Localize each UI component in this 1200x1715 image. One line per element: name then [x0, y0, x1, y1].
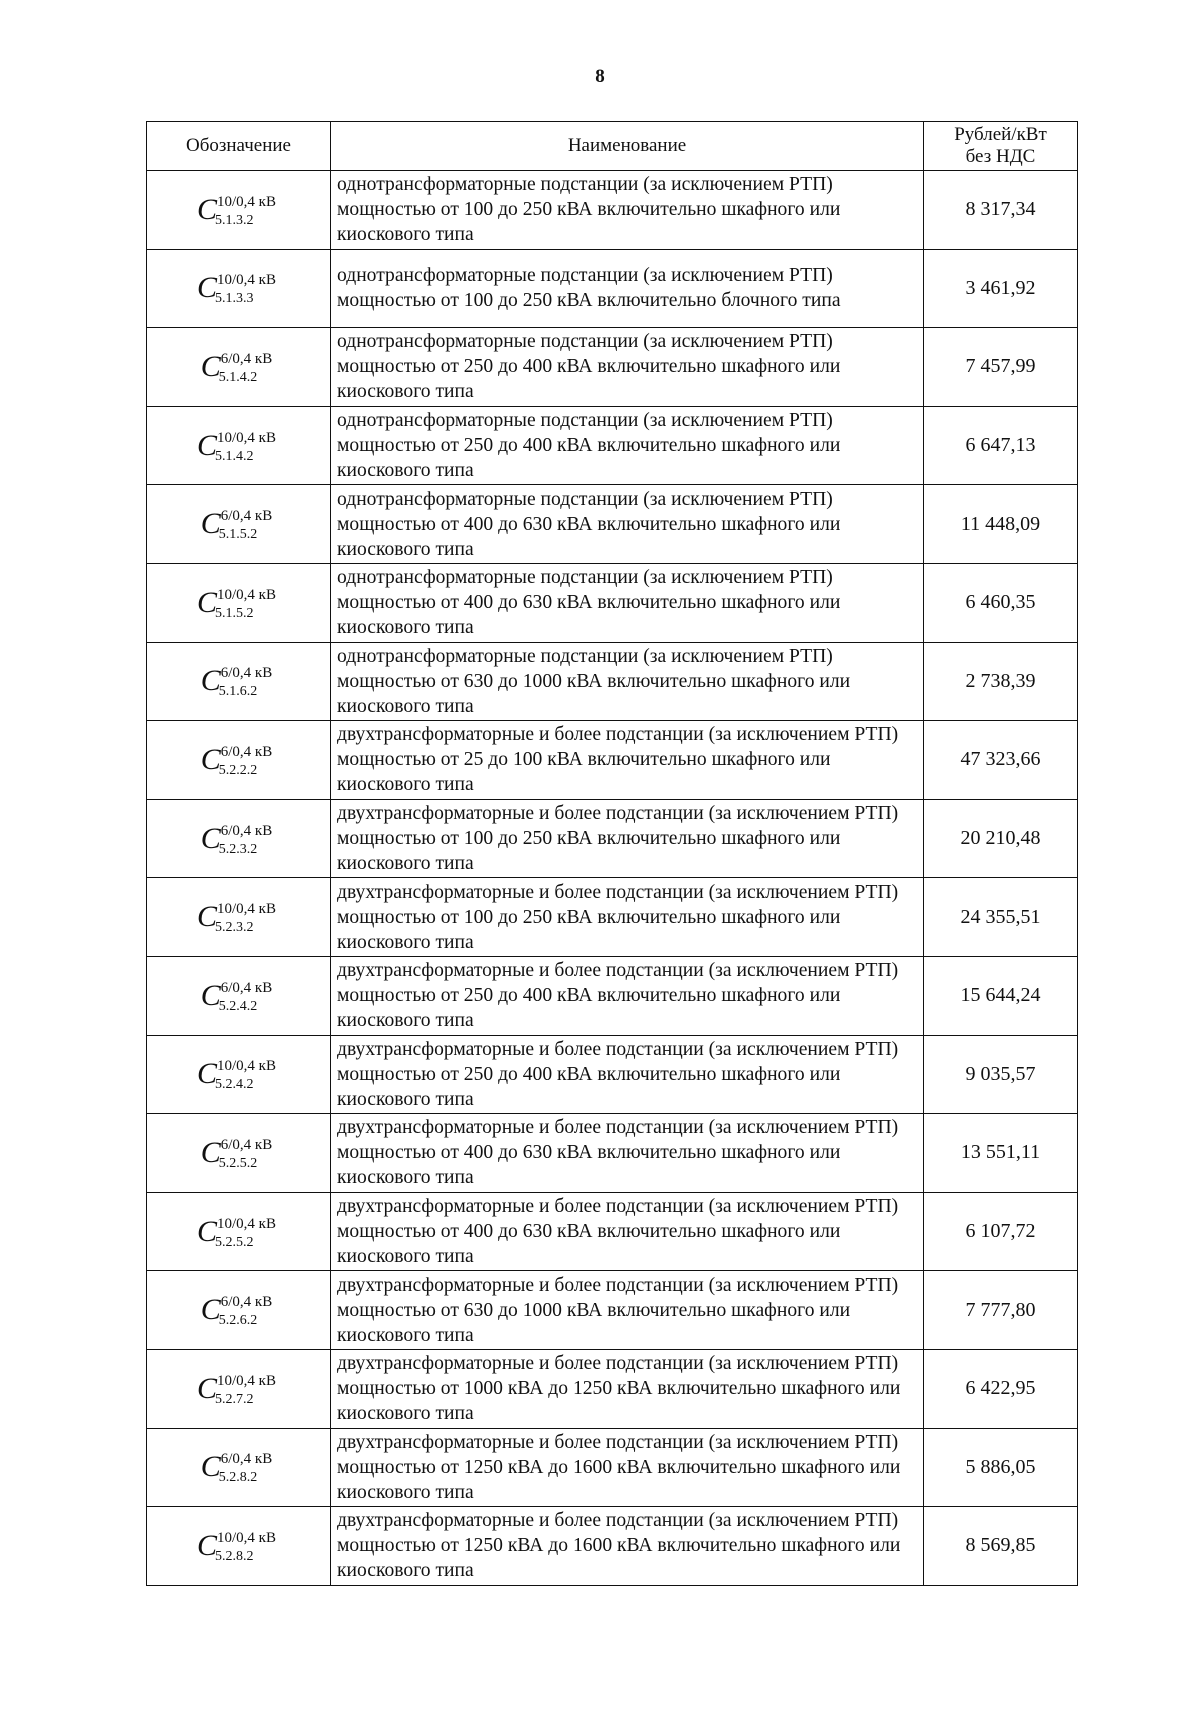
tariff-symbol	[197, 1371, 280, 1407]
header-price-line2: без НДС	[965, 146, 1036, 167]
symbol-letter: C	[200, 1135, 221, 1169]
symbol-index-subscript: 5.1.6.2	[218, 684, 258, 700]
symbol-voltage-superscript: 10/0,4 кВ	[217, 1372, 276, 1389]
table-header-row	[147, 122, 1078, 171]
symbol-voltage-superscript: 6/0,4 кВ	[220, 508, 273, 525]
name-cell: двухтрансформаторные и более подстанции (за исключением РТП) мощностью от 630 до 1000 кВА включительно шкафного или киоскового типа	[331, 1271, 924, 1350]
symbol-letter: C	[200, 821, 221, 855]
symbol-index-subscript: 5.2.3.2	[218, 841, 258, 857]
price-cell: 13 551,11	[924, 1114, 1078, 1193]
symbol-index-subscript: 5.1.5.2	[215, 605, 254, 621]
tariff-symbol	[197, 900, 280, 936]
tariff-symbol	[200, 507, 276, 543]
tariff-symbol	[200, 978, 276, 1014]
name-cell: двухтрансформаторные и более подстанции (за исключением РТП) мощностью от 1250 кВА до 1600 кВА включительно шкафного или киоскового типа	[331, 1507, 924, 1586]
tariff-symbol	[200, 821, 276, 857]
designation-cell	[147, 1035, 331, 1114]
symbol-voltage-superscript: 6/0,4 кВ	[220, 822, 273, 839]
tariff-symbol	[200, 664, 276, 700]
tariff-table	[146, 121, 1078, 1586]
name-cell: однотрансформаторные подстанции (за исключением РТП) мощностью от 250 до 400 кВА включительно шкафного или киоскового типа	[331, 328, 924, 407]
table-row	[147, 1192, 1078, 1271]
designation-cell	[147, 1192, 331, 1271]
designation-cell	[147, 249, 331, 328]
table-row	[147, 1114, 1078, 1193]
symbol-index-subscript: 5.1.4.2	[215, 448, 254, 464]
name-cell: двухтрансформаторные и более подстанции (за исключением РТП) мощностью от 250 до 400 кВА включительно шкафного или киоскового типа	[331, 956, 924, 1035]
symbol-letter: C	[200, 742, 221, 776]
symbol-voltage-superscript: 10/0,4 кВ	[217, 586, 276, 603]
name-cell: двухтрансформаторные и более подстанции (за исключением РТП) мощностью от 1000 кВА до 1250 кВА включительно шкафного или киоскового типа	[331, 1349, 924, 1428]
price-cell: 7 777,80	[924, 1271, 1078, 1350]
symbol-index-subscript: 5.1.3.2	[215, 212, 254, 228]
symbol-index-subscript: 5.2.6.2	[218, 1313, 258, 1329]
price-cell: 6 422,95	[924, 1349, 1078, 1428]
tariff-symbol	[197, 1057, 280, 1093]
header-price-line1: Рублей/кВт	[954, 124, 1047, 145]
designation-cell	[147, 1428, 331, 1507]
symbol-letter: C	[197, 1371, 218, 1405]
designation-cell	[147, 1349, 331, 1428]
price-cell: 2 738,39	[924, 642, 1078, 721]
symbol-index-subscript: 5.1.3.3	[215, 291, 254, 307]
tariff-symbol	[200, 349, 276, 385]
symbol-letter: C	[200, 1293, 221, 1327]
symbol-letter: C	[197, 1057, 218, 1091]
symbol-index-subscript: 5.1.4.2	[218, 369, 258, 385]
symbol-voltage-superscript: 6/0,4 кВ	[220, 350, 273, 367]
header-name: Наименование	[331, 122, 924, 171]
price-cell: 11 448,09	[924, 485, 1078, 564]
symbol-index-subscript: 5.2.5.2	[218, 1155, 258, 1171]
designation-cell	[147, 642, 331, 721]
name-cell: двухтрансформаторные и более подстанции (за исключением РТП) мощностью от 1250 кВА до 1600 кВА включительно шкафного или киоскового типа	[331, 1428, 924, 1507]
table-row	[147, 563, 1078, 642]
price-cell: 6 460,35	[924, 563, 1078, 642]
symbol-letter: C	[197, 900, 218, 934]
price-cell: 15 644,24	[924, 956, 1078, 1035]
price-cell: 7 457,99	[924, 328, 1078, 407]
symbol-letter: C	[200, 978, 221, 1012]
name-cell: двухтрансформаторные и более подстанции (за исключением РТП) мощностью от 250 до 400 кВА включительно шкафного или киоскового типа	[331, 1035, 924, 1114]
price-cell: 5 886,05	[924, 1428, 1078, 1507]
price-cell: 6 107,72	[924, 1192, 1078, 1271]
table-row	[147, 1349, 1078, 1428]
name-cell: двухтрансформаторные и более подстанции (за исключением РТП) мощностью от 25 до 100 кВА включительно шкафного или киоскового типа	[331, 721, 924, 800]
table-row	[147, 1507, 1078, 1586]
symbol-index-subscript: 5.2.3.2	[215, 920, 254, 936]
header-code: Обозначение	[147, 122, 331, 171]
symbol-voltage-superscript: 10/0,4 кВ	[217, 272, 276, 289]
designation-cell	[147, 563, 331, 642]
price-cell: 8 569,85	[924, 1507, 1078, 1586]
symbol-index-subscript: 5.2.2.2	[218, 762, 258, 778]
symbol-voltage-superscript: 10/0,4 кВ	[217, 1529, 276, 1546]
symbol-voltage-superscript: 10/0,4 кВ	[217, 193, 276, 210]
tariff-symbol	[197, 271, 280, 307]
designation-cell	[147, 878, 331, 957]
symbol-voltage-superscript: 6/0,4 кВ	[220, 979, 273, 996]
symbol-letter: C	[200, 507, 221, 541]
tariff-symbol	[200, 1135, 276, 1171]
symbol-index-subscript: 5.1.5.2	[218, 527, 258, 543]
price-cell: 8 317,34	[924, 171, 1078, 250]
table-row	[147, 956, 1078, 1035]
tariff-symbol	[197, 1214, 280, 1250]
symbol-voltage-superscript: 10/0,4 кВ	[217, 1058, 276, 1075]
symbol-letter: C	[197, 585, 218, 619]
price-cell: 6 647,13	[924, 406, 1078, 485]
designation-cell	[147, 171, 331, 250]
header-price	[924, 122, 1078, 171]
table-row	[147, 878, 1078, 957]
name-cell: двухтрансформаторные и более подстанции (за исключением РТП) мощностью от 400 до 630 кВА включительно шкафного или киоскового типа	[331, 1114, 924, 1193]
price-cell: 9 035,57	[924, 1035, 1078, 1114]
symbol-voltage-superscript: 6/0,4 кВ	[220, 1294, 273, 1311]
symbol-index-subscript: 5.2.5.2	[215, 1234, 254, 1250]
name-cell: однотрансформаторные подстанции (за исключением РТП) мощностью от 100 до 250 кВА включительно шкафного или киоскового типа	[331, 171, 924, 250]
symbol-voltage-superscript: 6/0,4 кВ	[220, 665, 273, 682]
designation-cell	[147, 1271, 331, 1350]
symbol-index-subscript: 5.2.4.2	[215, 1077, 254, 1093]
tariff-symbol	[200, 1293, 276, 1329]
tariff-symbol	[197, 192, 280, 228]
table-row	[147, 1428, 1078, 1507]
tariff-symbol	[197, 585, 280, 621]
symbol-voltage-superscript: 10/0,4 кВ	[217, 901, 276, 918]
tariff-symbol	[200, 742, 276, 778]
table-row	[147, 1035, 1078, 1114]
tariff-symbol	[197, 428, 280, 464]
symbol-letter: C	[200, 349, 221, 383]
table-row	[147, 328, 1078, 407]
symbol-letter: C	[197, 1214, 218, 1248]
designation-cell	[147, 485, 331, 564]
designation-cell	[147, 1507, 331, 1586]
name-cell: однотрансформаторные подстанции (за исключением РТП) мощностью от 630 до 1000 кВА включительно шкафного или киоскового типа	[331, 642, 924, 721]
symbol-letter: C	[197, 192, 218, 226]
price-cell: 20 210,48	[924, 799, 1078, 878]
symbol-voltage-superscript: 10/0,4 кВ	[217, 1215, 276, 1232]
table-row	[147, 1271, 1078, 1350]
price-cell: 24 355,51	[924, 878, 1078, 957]
page-number: 8	[595, 66, 605, 87]
symbol-letter: C	[200, 1450, 221, 1484]
table-row	[147, 721, 1078, 800]
table-row	[147, 406, 1078, 485]
tariff-symbol	[200, 1450, 276, 1486]
symbol-index-subscript: 5.2.8.2	[215, 1548, 254, 1564]
tariff-symbol	[197, 1528, 280, 1564]
designation-cell	[147, 1114, 331, 1193]
name-cell: двухтрансформаторные и более подстанции (за исключением РТП) мощностью от 100 до 250 кВА включительно шкафного или киоскового типа	[331, 878, 924, 957]
table-row	[147, 642, 1078, 721]
designation-cell	[147, 406, 331, 485]
symbol-letter: C	[197, 271, 218, 305]
name-cell: однотрансформаторные подстанции (за исключением РТП) мощностью от 400 до 630 кВА включительно шкафного или киоскового типа	[331, 485, 924, 564]
table-row	[147, 171, 1078, 250]
symbol-index-subscript: 5.2.4.2	[218, 998, 258, 1014]
table-row	[147, 249, 1078, 328]
designation-cell	[147, 721, 331, 800]
price-cell: 3 461,92	[924, 249, 1078, 328]
symbol-index-subscript: 5.2.7.2	[215, 1391, 254, 1407]
designation-cell	[147, 328, 331, 407]
table-row	[147, 485, 1078, 564]
symbol-letter: C	[197, 428, 218, 462]
name-cell: однотрансформаторные подстанции (за исключением РТП) мощностью от 100 до 250 кВА включительно блочного типа	[331, 249, 924, 328]
designation-cell	[147, 799, 331, 878]
name-cell: двухтрансформаторные и более подстанции (за исключением РТП) мощностью от 400 до 630 кВА включительно шкафного или киоскового типа	[331, 1192, 924, 1271]
table-row	[147, 799, 1078, 878]
name-cell: двухтрансформаторные и более подстанции (за исключением РТП) мощностью от 100 до 250 кВА включительно шкафного или киоскового типа	[331, 799, 924, 878]
symbol-voltage-superscript: 6/0,4 кВ	[220, 1136, 273, 1153]
symbol-voltage-superscript: 10/0,4 кВ	[217, 429, 276, 446]
symbol-letter: C	[200, 664, 221, 698]
designation-cell	[147, 956, 331, 1035]
symbol-voltage-superscript: 6/0,4 кВ	[220, 1451, 273, 1468]
table-body	[147, 171, 1078, 1586]
price-cell: 47 323,66	[924, 721, 1078, 800]
symbol-index-subscript: 5.2.8.2	[218, 1470, 258, 1486]
name-cell: однотрансформаторные подстанции (за исключением РТП) мощностью от 400 до 630 кВА включительно шкафного или киоскового типа	[331, 563, 924, 642]
symbol-voltage-superscript: 6/0,4 кВ	[220, 743, 273, 760]
symbol-letter: C	[197, 1528, 218, 1562]
name-cell: однотрансформаторные подстанции (за исключением РТП) мощностью от 250 до 400 кВА включительно шкафного или киоскового типа	[331, 406, 924, 485]
